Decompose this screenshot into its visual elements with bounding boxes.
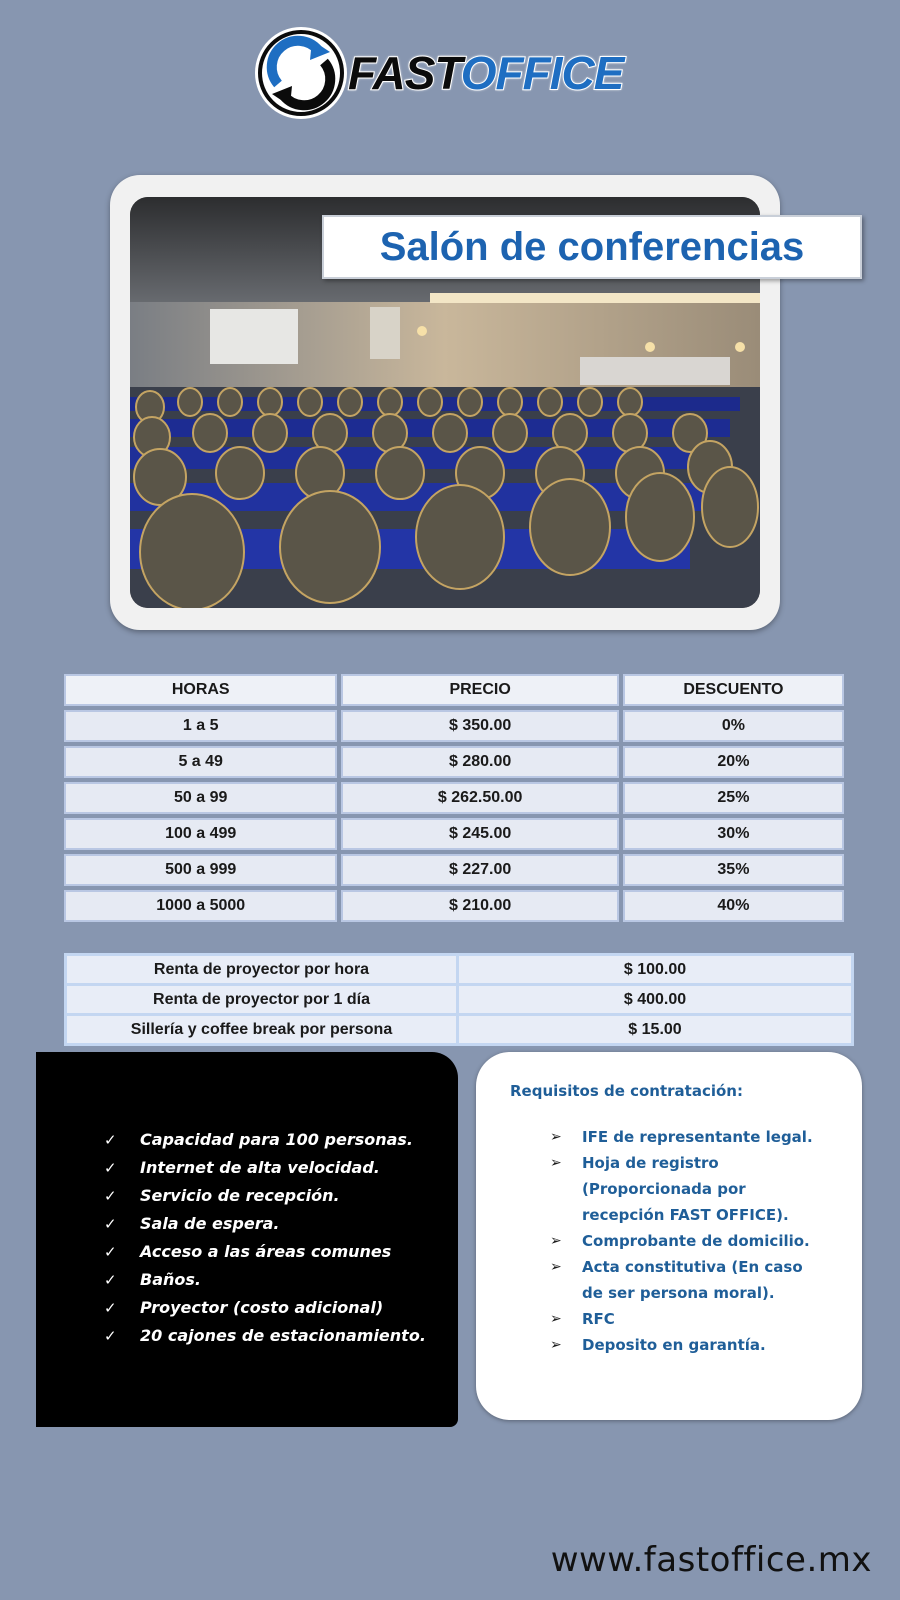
extras-label: Sillería y coffee break por persona [66, 1015, 458, 1045]
check-icon: ✓ [104, 1131, 117, 1149]
check-icon: ✓ [104, 1299, 117, 1317]
features-box [36, 1052, 458, 1427]
column-header-discount: DESCUENTO [623, 674, 844, 706]
requirement-item [550, 1124, 842, 1150]
hours-cell: 100 a 499 [64, 818, 337, 850]
price-cell: $ 280.00 [341, 746, 618, 778]
requirement-text: Deposito en garantía. [582, 1336, 766, 1354]
price-cell: $ 245.00 [341, 818, 618, 850]
price-cell: $ 210.00 [341, 890, 618, 922]
price-cell: $ 262.50.00 [341, 782, 618, 814]
table-row [64, 818, 844, 850]
feature-text: Baños. [140, 1270, 201, 1289]
feature-item [104, 1210, 458, 1238]
extras-row [66, 955, 853, 985]
requirements-list [550, 1124, 842, 1358]
hours-cell: 500 a 999 [64, 854, 337, 886]
features-list [104, 1126, 458, 1350]
feature-text: Sala de espera. [140, 1214, 280, 1233]
extras-row [66, 1015, 853, 1045]
hours-cell: 5 a 49 [64, 746, 337, 778]
requirement-item [550, 1306, 842, 1332]
brand-name-part1: FAST [348, 47, 461, 99]
extras-price: $ 400.00 [458, 985, 853, 1015]
feature-text: Internet de alta velocidad. [140, 1158, 380, 1177]
discount-cell: 0% [623, 710, 844, 742]
extras-price: $ 100.00 [458, 955, 853, 985]
discount-cell: 35% [623, 854, 844, 886]
check-icon: ✓ [104, 1271, 117, 1289]
hero-title-box [322, 215, 862, 279]
hours-cell: 1000 a 5000 [64, 890, 337, 922]
check-icon: ✓ [104, 1187, 117, 1205]
requirement-text: Hoja de registro (Proporcionada por recepción FAST OFFICE). [582, 1154, 789, 1224]
table-row [64, 782, 844, 814]
requirements-box [476, 1052, 862, 1420]
arrow-bullet-icon: ➢ [550, 1233, 562, 1249]
arrow-bullet-icon: ➢ [550, 1311, 562, 1327]
discount-cell: 25% [623, 782, 844, 814]
price-table [60, 670, 848, 926]
arrow-bullet-icon: ➢ [550, 1129, 562, 1145]
feature-item [104, 1322, 458, 1350]
brand-logo[interactable] [258, 24, 648, 122]
extras-label: Renta de proyector por 1 día [66, 985, 458, 1015]
column-header-price: PRECIO [341, 674, 618, 706]
price-cell: $ 227.00 [341, 854, 618, 886]
requirements-title: Requisitos de contratación: [510, 1082, 743, 1100]
extras-row [66, 985, 853, 1015]
table-row [64, 890, 844, 922]
feature-text: Proyector (costo adicional) [140, 1298, 384, 1317]
feature-item [104, 1182, 458, 1210]
feature-item [104, 1294, 458, 1322]
requirement-text: IFE de representante legal. [582, 1128, 813, 1146]
arrow-bullet-icon: ➢ [550, 1155, 562, 1171]
table-header-row [64, 674, 844, 706]
feature-item [104, 1266, 458, 1294]
requirement-item [550, 1228, 842, 1254]
requirement-item [550, 1332, 842, 1358]
brand-name-part2: OFFICE [460, 47, 624, 99]
table-row [64, 854, 844, 886]
discount-cell: 30% [623, 818, 844, 850]
requirement-text: RFC [582, 1310, 615, 1328]
check-icon: ✓ [104, 1159, 117, 1177]
feature-text: Acceso a las áreas comunes [140, 1242, 392, 1261]
extras-label: Renta de proyector por hora [66, 955, 458, 985]
hours-cell: 1 a 5 [64, 710, 337, 742]
requirement-text: Acta constitutiva (En caso de ser persona moral). [582, 1258, 803, 1302]
feature-text: Servicio de recepción. [140, 1186, 340, 1205]
feature-text: 20 cajones de estacionamiento. [140, 1326, 426, 1345]
extras-table [64, 953, 854, 1046]
table-row [64, 746, 844, 778]
discount-cell: 20% [623, 746, 844, 778]
price-cell: $ 350.00 [341, 710, 618, 742]
discount-cell: 40% [623, 890, 844, 922]
feature-item [104, 1154, 458, 1182]
hero-title: Salón de conferencias [379, 224, 805, 269]
requirement-item [550, 1150, 842, 1228]
requirement-item [550, 1254, 842, 1306]
feature-item [104, 1238, 458, 1266]
arrow-circle-icon [258, 30, 344, 116]
website-link[interactable]: www.fastoffice.mx [550, 1540, 872, 1580]
arrow-bullet-icon: ➢ [550, 1337, 562, 1353]
table-row [64, 710, 844, 742]
extras-price: $ 15.00 [458, 1015, 853, 1045]
check-icon: ✓ [104, 1243, 117, 1261]
check-icon: ✓ [104, 1215, 117, 1233]
column-header-hours: HORAS [64, 674, 337, 706]
check-icon: ✓ [104, 1327, 117, 1345]
feature-text: Capacidad para 100 personas. [140, 1130, 414, 1149]
arrow-bullet-icon: ➢ [550, 1259, 562, 1275]
hours-cell: 50 a 99 [64, 782, 337, 814]
brand-name [348, 46, 623, 100]
requirement-text: Comprobante de domicilio. [582, 1232, 810, 1250]
feature-item [104, 1126, 458, 1154]
